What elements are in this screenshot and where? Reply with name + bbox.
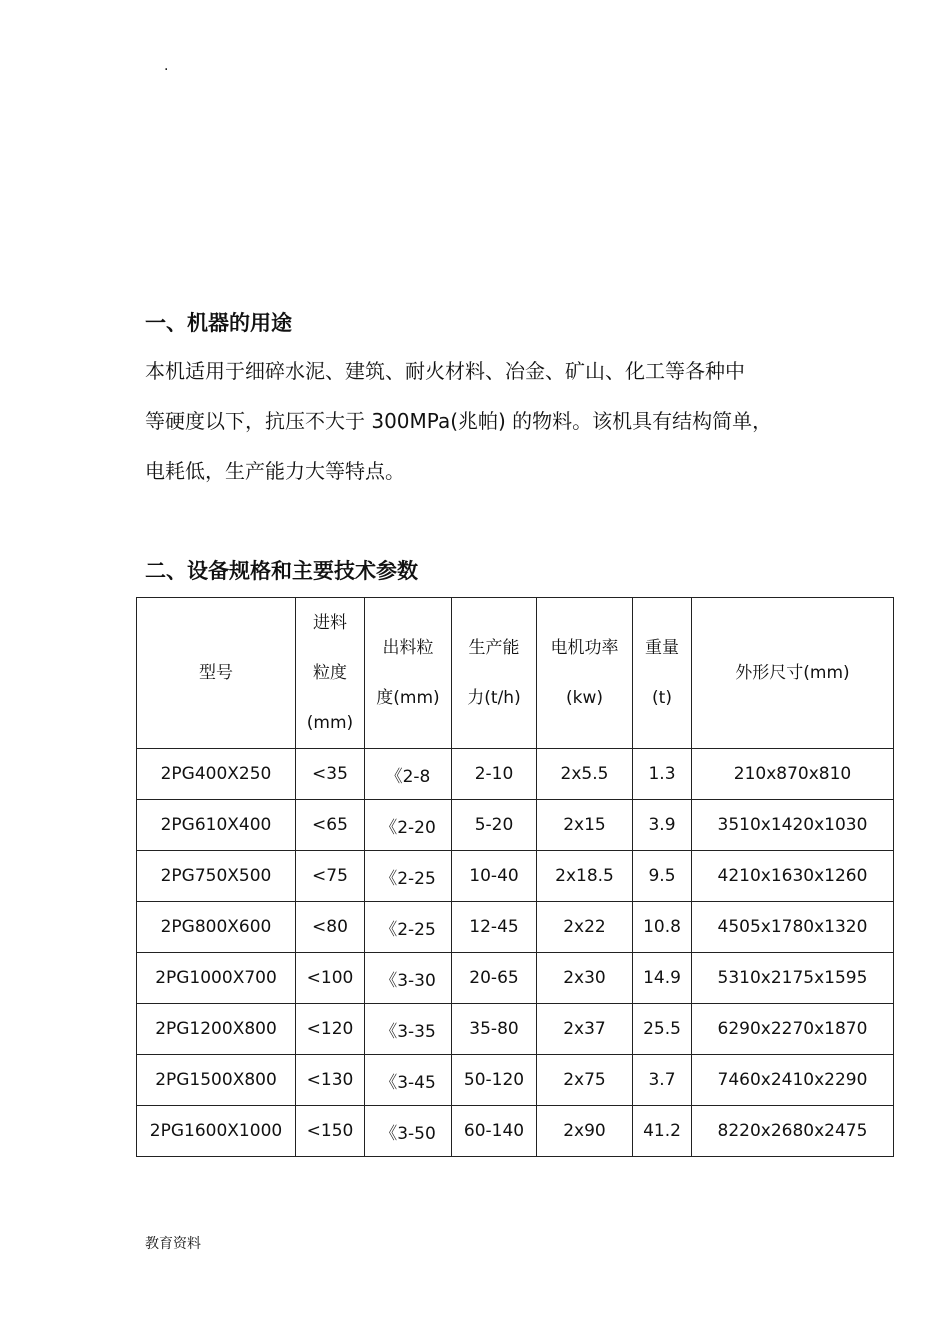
cell-feed-size: <130: [296, 1055, 365, 1106]
cell-dimensions: 5310x2175x1595: [692, 953, 894, 1004]
header-feed-size: 进料 粒度 (mm): [296, 598, 365, 749]
cell-model: 2PG400X250: [137, 749, 296, 800]
spec-table: [136, 597, 894, 1157]
cell-dimensions: 3510x1420x1030: [692, 800, 894, 851]
cell-weight: 10.8: [633, 902, 692, 953]
cell-capacity: 60-140: [452, 1106, 537, 1157]
cell-output-size: 《3-45: [365, 1055, 452, 1106]
cell-feed-size: <120: [296, 1004, 365, 1055]
cell-weight: 9.5: [633, 851, 692, 902]
cell-motor-power: 2x18.5: [537, 851, 633, 902]
table-row: [137, 902, 894, 953]
cell-dimensions: 210x870x810: [692, 749, 894, 800]
table-row: [137, 851, 894, 902]
cell-capacity: 12-45: [452, 902, 537, 953]
cell-weight: 1.3: [633, 749, 692, 800]
header-dimensions: 外形尺寸(mm): [692, 598, 894, 749]
section-heading-usage: 一、机器的用途: [145, 311, 292, 335]
cell-output-size: 《3-35: [365, 1004, 452, 1055]
cell-model: 2PG800X600: [137, 902, 296, 953]
table-row: [137, 1106, 894, 1157]
cell-capacity: 35-80: [452, 1004, 537, 1055]
cell-motor-power: 2x75: [537, 1055, 633, 1106]
cell-model: 2PG610X400: [137, 800, 296, 851]
cell-weight: 14.9: [633, 953, 692, 1004]
cell-weight: 25.5: [633, 1004, 692, 1055]
header-model: 型号: [137, 598, 296, 749]
usage-line-2: 等硬度以下，抗压不大于 300MPa(兆帕) 的物料。该机具有结构简单，: [145, 409, 773, 433]
cell-capacity: 10-40: [452, 851, 537, 902]
cell-feed-size: <80: [296, 902, 365, 953]
table-row: [137, 1004, 894, 1055]
footer-text: 教育资料: [145, 1236, 201, 1252]
cell-output-size: 《3-30: [365, 953, 452, 1004]
table-row: [137, 749, 894, 800]
cell-motor-power: 2x37: [537, 1004, 633, 1055]
cell-dimensions: 8220x2680x2475: [692, 1106, 894, 1157]
cell-output-size: 《2-20: [365, 800, 452, 851]
page-mark: .: [164, 58, 169, 74]
cell-motor-power: 2x30: [537, 953, 633, 1004]
cell-output-size: 《2-25: [365, 902, 452, 953]
cell-weight: 3.7: [633, 1055, 692, 1106]
cell-capacity: 50-120: [452, 1055, 537, 1106]
spec-table-header-row: [137, 598, 894, 749]
cell-capacity: 5-20: [452, 800, 537, 851]
header-output-size: 出料粒 度(mm): [365, 598, 452, 749]
cell-motor-power: 2x22: [537, 902, 633, 953]
cell-feed-size: <100: [296, 953, 365, 1004]
cell-output-size: 《3-50: [365, 1106, 452, 1157]
cell-model: 2PG750X500: [137, 851, 296, 902]
section-heading-specs: 二、设备规格和主要技术参数: [145, 559, 418, 583]
cell-model: 2PG1600X1000: [137, 1106, 296, 1157]
cell-weight: 3.9: [633, 800, 692, 851]
cell-output-size: 《2-8: [365, 749, 452, 800]
cell-motor-power: 2x90: [537, 1106, 633, 1157]
cell-feed-size: <65: [296, 800, 365, 851]
cell-output-size: 《2-25: [365, 851, 452, 902]
cell-capacity: 20-65: [452, 953, 537, 1004]
cell-dimensions: 4505x1780x1320: [692, 902, 894, 953]
usage-line-1: 本机适用于细碎水泥、建筑、耐火材料、冶金、矿山、化工等各种中: [145, 359, 745, 383]
cell-motor-power: 2x15: [537, 800, 633, 851]
cell-weight: 41.2: [633, 1106, 692, 1157]
table-row: [137, 1055, 894, 1106]
cell-model: 2PG1000X700: [137, 953, 296, 1004]
cell-motor-power: 2x5.5: [537, 749, 633, 800]
cell-feed-size: <35: [296, 749, 365, 800]
cell-dimensions: 6290x2270x1870: [692, 1004, 894, 1055]
cell-dimensions: 7460x2410x2290: [692, 1055, 894, 1106]
cell-capacity: 2-10: [452, 749, 537, 800]
cell-dimensions: 4210x1630x1260: [692, 851, 894, 902]
header-motor-power: 电机功率 (kw): [537, 598, 633, 749]
table-row: [137, 953, 894, 1004]
table-row: [137, 800, 894, 851]
header-weight: 重量 (t): [633, 598, 692, 749]
usage-line-3: 电耗低，生产能力大等特点。: [145, 459, 405, 483]
header-capacity: 生产能 力(t/h): [452, 598, 537, 749]
cell-model: 2PG1500X800: [137, 1055, 296, 1106]
cell-feed-size: <75: [296, 851, 365, 902]
cell-model: 2PG1200X800: [137, 1004, 296, 1055]
cell-feed-size: <150: [296, 1106, 365, 1157]
